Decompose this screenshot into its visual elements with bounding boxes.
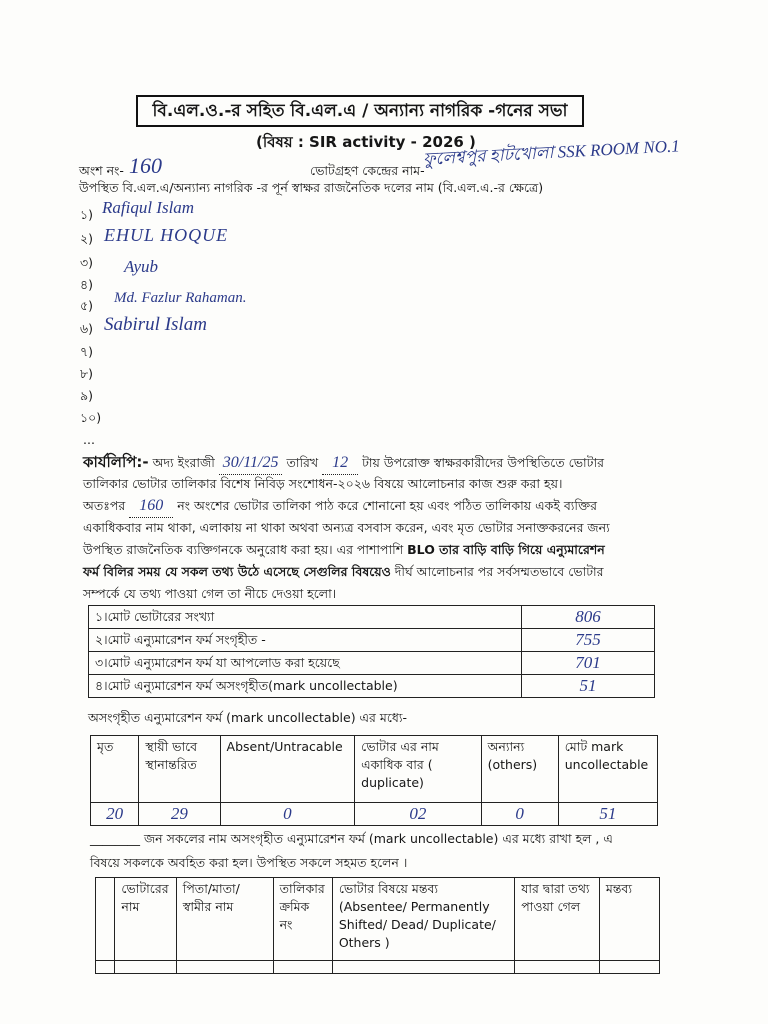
closing-blank: ________ [90,831,140,846]
part-number: 160 [129,153,162,178]
table-cell [115,961,176,974]
table-cell [599,961,659,974]
minutes-text: অদ্য ইংরাজী [152,455,215,470]
attendee-number: ৬) [80,321,94,336]
column-header: অন্যান্য (others) [481,736,558,803]
closing-text: জন সকলের নাম অসংগৃহীত এন্যুমারেশন ফর্ম (mark uncollectable) এর মধ্যে রাখা হল , এ [143,831,613,846]
document-title: বি.এল.ও.-র সহিত বি.এল.এ / অন্যান্য নাগরিক -গনের সভা [136,95,584,127]
column-header: ভোটার বিষয়ে মন্তব্য (Absentee/ Permanently Shifted/ Dead/ Duplicate/ Others ) [332,878,514,961]
document-subtitle: (বিষয় : SIR activity - 2026 ) [256,133,476,151]
column-header: মন্তব্য [599,878,659,961]
attendee-number: ১০) [80,410,102,425]
column-header: মোট mark uncollectable [558,736,657,803]
table-cell [515,961,600,974]
minutes-text: নং অংশের ভোটার তালিকা পাঠ করে শোনানো হয় এবং পঠিত তালিকায় একই ব্যক্তির [177,498,597,513]
summary-label: ৪।মোট এন্যুমারেশন ফর্ম অসংগৃহীত(mark uncollectable) [89,675,522,698]
breakdown-value: 0 [481,803,558,826]
minutes-part-number: 160 [129,495,173,518]
minutes-line [83,561,683,583]
minutes-text: তারিখ [286,455,319,470]
attendee-number: ৭) [80,344,94,359]
summary-value: 755 [522,629,655,652]
table-row [89,652,655,675]
table-header-row [96,878,660,961]
minutes-line: তালিকার ভোটার তালিকার বিশেষ নিবিড় সংশোধন-২০২৬ বিষয়ে আলোচনার কাজ শুরু করা হয়। [83,476,563,491]
attendee-signature: EHUL HOQUE [104,225,229,245]
attendee-number: ৪) [80,277,93,292]
breakdown-value: 20 [91,803,139,826]
minutes-line: একাধিকবার নাম থাকা, এলাকায় না থাকা অথবা অন্যত্র বসবাস করেন, এবং মৃত ভোটার সনাক্তকরনের জন্য [83,520,610,535]
minutes-line: সম্পর্কে যে তথ্য পাওয়া গেল তা নীচে দেওয়া হলো। [83,586,337,601]
table-row [91,803,658,826]
column-header: পিতা/মাতা/স্বামীর নাম [176,878,273,961]
summary-value: 806 [522,606,655,629]
column-header [96,878,115,961]
summary-label: ৩।মোট এন্যুমারেশন ফর্ম যা আপলোড করা হয়েছে [89,652,522,675]
column-header: ভোটারের নাম [115,878,176,961]
part-label: অংশ নং- [79,163,124,178]
minutes-label: কার্যলিপি:- [83,453,149,471]
attendee-number: ৫) [80,298,93,313]
summary-label: ১।মোট ভোটারের সংখ্যা [89,606,522,629]
center-name: ফুলেশ্বপুর হাটখোলা SSK ROOM NO.1 [422,136,681,169]
voter-detail-table [95,877,660,974]
table-header-row [91,736,658,803]
list-ellipsis: ... [83,432,95,447]
table-row [96,961,660,974]
breakdown-value: 29 [139,803,220,826]
breakdown-value: 02 [355,803,481,826]
table-row [89,675,655,698]
table-cell [176,961,273,974]
attendee-signature: Rafiqul Islam [102,198,195,217]
column-header: স্থায়ী ভাবে স্থানান্তরিত [139,736,220,803]
uncollectable-intro: অসংগৃহীত এন্যুমারেশন ফর্ম (mark uncollectable) এর মধ্যে- [88,710,408,725]
center-label: ভোটগ্রহণ কেন্দ্রের নাম- [310,163,425,178]
summary-table [88,605,655,698]
table-cell [96,961,115,974]
attendee-number: ৩) [80,255,94,270]
column-header: মৃত [91,736,139,803]
table-row [89,629,655,652]
summary-label: ২।মোট এন্যুমারেশন ফর্ম সংগৃহীত - [89,629,522,652]
attendee-signature: Md. Fazlur Rahaman. [114,290,247,306]
minutes-bold-text: BLO তার বাড়ি বাড়ি গিয়ে এন্যুমারেশন [407,542,605,557]
summary-value: 701 [522,652,655,675]
attendee-signature: Ayub [124,257,158,276]
attendee-number: ৯) [80,388,93,403]
column-header: তালিকার ক্রমিক নং [273,878,332,961]
attendee-number: ২) [80,231,94,246]
meeting-date: 30/11/25 [219,452,283,475]
breakdown-value: 51 [558,803,657,826]
attendee-number: ১) [80,207,93,222]
closing-line: বিষয়ে সকলকে অবহিত করা হল। উপস্থিত সকলে সহমত হলেন । [90,855,408,870]
column-header: ভোটার এর নাম একাধিক বার ( duplicate) [355,736,481,803]
table-cell [273,961,332,974]
column-header: Absent/Untracable [220,736,355,803]
minutes-line [83,495,683,518]
closing-line [90,831,613,847]
minutes-line [83,539,683,561]
minutes-text: দীর্ঘ আলোচনার পর সর্বসম্মতভাবে ভোটার [394,564,604,579]
attendee-number: ৮) [80,366,93,381]
column-header: যার দ্বারা তথ্য পাওয়া গেল [515,878,600,961]
table-row [89,606,655,629]
minutes-bold-text: ফর্ম বিলির সময় যে সকল তথ্য উঠে এসেছে সেগুলির বিষয়েও [83,564,391,579]
table-cell [332,961,514,974]
minutes-text: উপস্থিত রাজনৈতিক ব্যক্তিগনকে অনুরোধ করা হয়। এর পাশাপাশি [83,542,404,557]
breakdown-value: 0 [220,803,355,826]
minutes-text: টায় উপরোক্ত স্বাক্ষরকারীদের উপস্থিতিতে ভোটার [362,455,604,470]
attendee-signature: Sabirul Islam [104,314,207,335]
minutes-text: অতঃপর [83,498,126,513]
summary-value: 51 [522,675,655,698]
uncollectable-breakdown-table [90,735,658,826]
attendees-heading: উপস্থিত বি.এল.এ/অন্যান্য নাগরিক -র পূর্ন স্বাক্ষর রাজনৈতিক দলের নাম (বি.এল.এ.-র ক্ষেত্রে) [79,180,544,195]
meeting-time: 12 [322,452,358,475]
minutes-line [83,451,604,475]
